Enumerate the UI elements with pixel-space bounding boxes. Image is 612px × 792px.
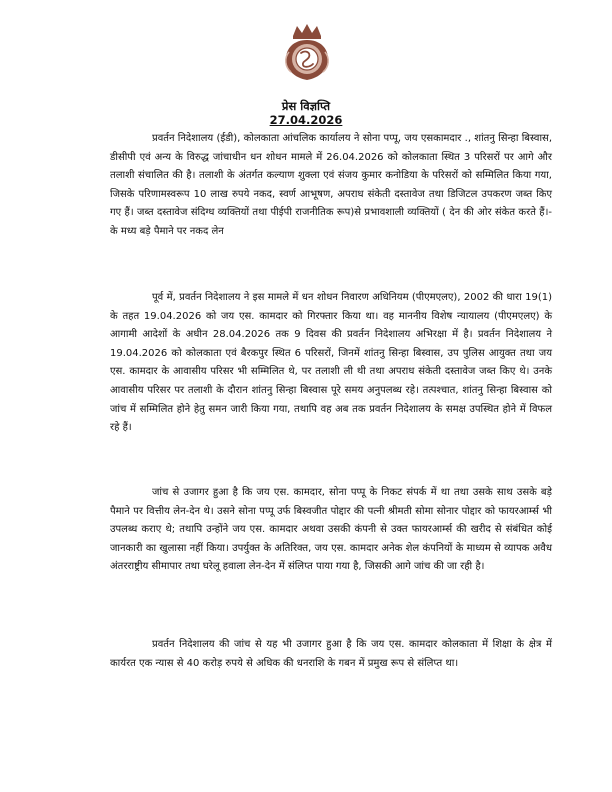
paragraph-search-operation: प्रवर्तन निदेशालय (ईडी), कोलकाता आंचलिक कार्यालय ने सोना पप्पू, जय एसकामदार ., शांतनु सिन्हा बिस्वास, डीसीपी एवं अन्य के विरुद्ध जांचाधीन धन शोधन मामले में 26.04.2026 को कोलकाता स्थित 3 परिसरों पर आगे और तलाशी संचालित की है। तलाशी के अंतर्गत कल्याण शुक्ला एवं संजय कुमार कनोडिया के परिसरों को सम्मिलित किया गया, जिसके परिणामस्वरूप 10 लाख रुपये नकद, स्वर्ण आभूषण, अपराध संकेती दस्तावेज तथा डिजिटल उपकरण जब्त किए गए हैं। जब्त दस्तावेज संदिग्ध व्यक्तियों तथा पीईपी राजनीतिक रूप)से प्रभावशाली व्यक्तियों ( देन की ओर संकेत करते हैं।-के मध्य बड़े पैमाने पर नकद लेन bbox=[110, 133, 552, 237]
press-release-date: 27.04.2026 bbox=[269, 113, 343, 127]
paragraph-embezzlement: प्रवर्तन निदेशालय की जांच से यह भी उजागर हुआ है कि जय एस. कामदार कोलकाता में शिक्षा के क्षेत्र में कार्यरत एक न्यास से 40 करोड़ रुपये से अधिक की धनराशि के गबन में प्रमुख रूप से संलिप्त था। bbox=[110, 639, 552, 669]
press-release-title: प्रेस विज्ञप्ति bbox=[281, 99, 331, 113]
paragraph-investigation-findings: जांच से उजागर हुआ है कि जय एस. कामदार, सोना पप्पू के निकट संपर्क में था तथा उसके साथ उसके बड़े पैमाने पर वित्तीय लेन-देन थे। उसने सोना पप्पू उर्फ बिस्वजीत पोद्दार की पत्नी श्रीमती सोमा सोनार पोद्दार को फायरआर्म्स भी उपलब्ध कराए थे; तथापि उन्होंने जय एस. कामदार अथवा उसकी कंपनी से उक्त फायरआर्म्स की खरीद से संबंधित कोई जानकारी का खुलासा नहीं किया। उपर्युक्त के अतिरिक्त, जय एस. कामदार अनेक शेल कंपनियों के माध्यम से व्यापक अवैध अंतरराष्ट्रीय सीमापार तथा घरेलू हवाला लेन-देन में संलिप्त पाया गया है, जिसकी आगे जांच की जा रही है। bbox=[110, 487, 552, 573]
paragraph-earlier-arrest: पूर्व में, प्रवर्तन निदेशालय ने इस मामले में धन शोधन निवारण अधिनियम (पीएमएलए), 2002 की धारा 19(1) के तहत 19.04.2026 को जय एस. कामदार को गिरफ्तार किया था। वह माननीय विशेष न्यायालय (पीएमएलए) के आगामी आदेशों के अधीन 28.04.2026 तक 9 दिवस की प्रवर्तन निदेशालय अभिरक्षा में है। प्रवर्तन निदेशालय ने 19.04.2026 को कोलकाता एवं बैरकपुर स्थित 6 परिसरों, जिनमें शांतनु सिन्हा बिस्वास, उप पुलिस आयुक्त तथा जय एस. कामदार के आवासीय परिसर भी सम्मिलित थे, पर तलाशी ली थी तथा अपराध संकेती दस्तावेज जब्त किए थे। उनके आवासीय परिसर पर तलाशी के दौरान शांतनु सिन्हा बिस्वास पूरे समय अनुपलब्ध रहे। तत्पश्चात, शांतनु सिन्हा बिस्वास को जांच में सम्मिलित होने हेतु समन जारी किया गया, तथापि वह अब तक प्रवर्तन निदेशालय के समक्ष उपस्थित होने में विफल रहे हैं। bbox=[110, 292, 552, 434]
enforcement-directorate-emblem-icon bbox=[280, 22, 334, 82]
